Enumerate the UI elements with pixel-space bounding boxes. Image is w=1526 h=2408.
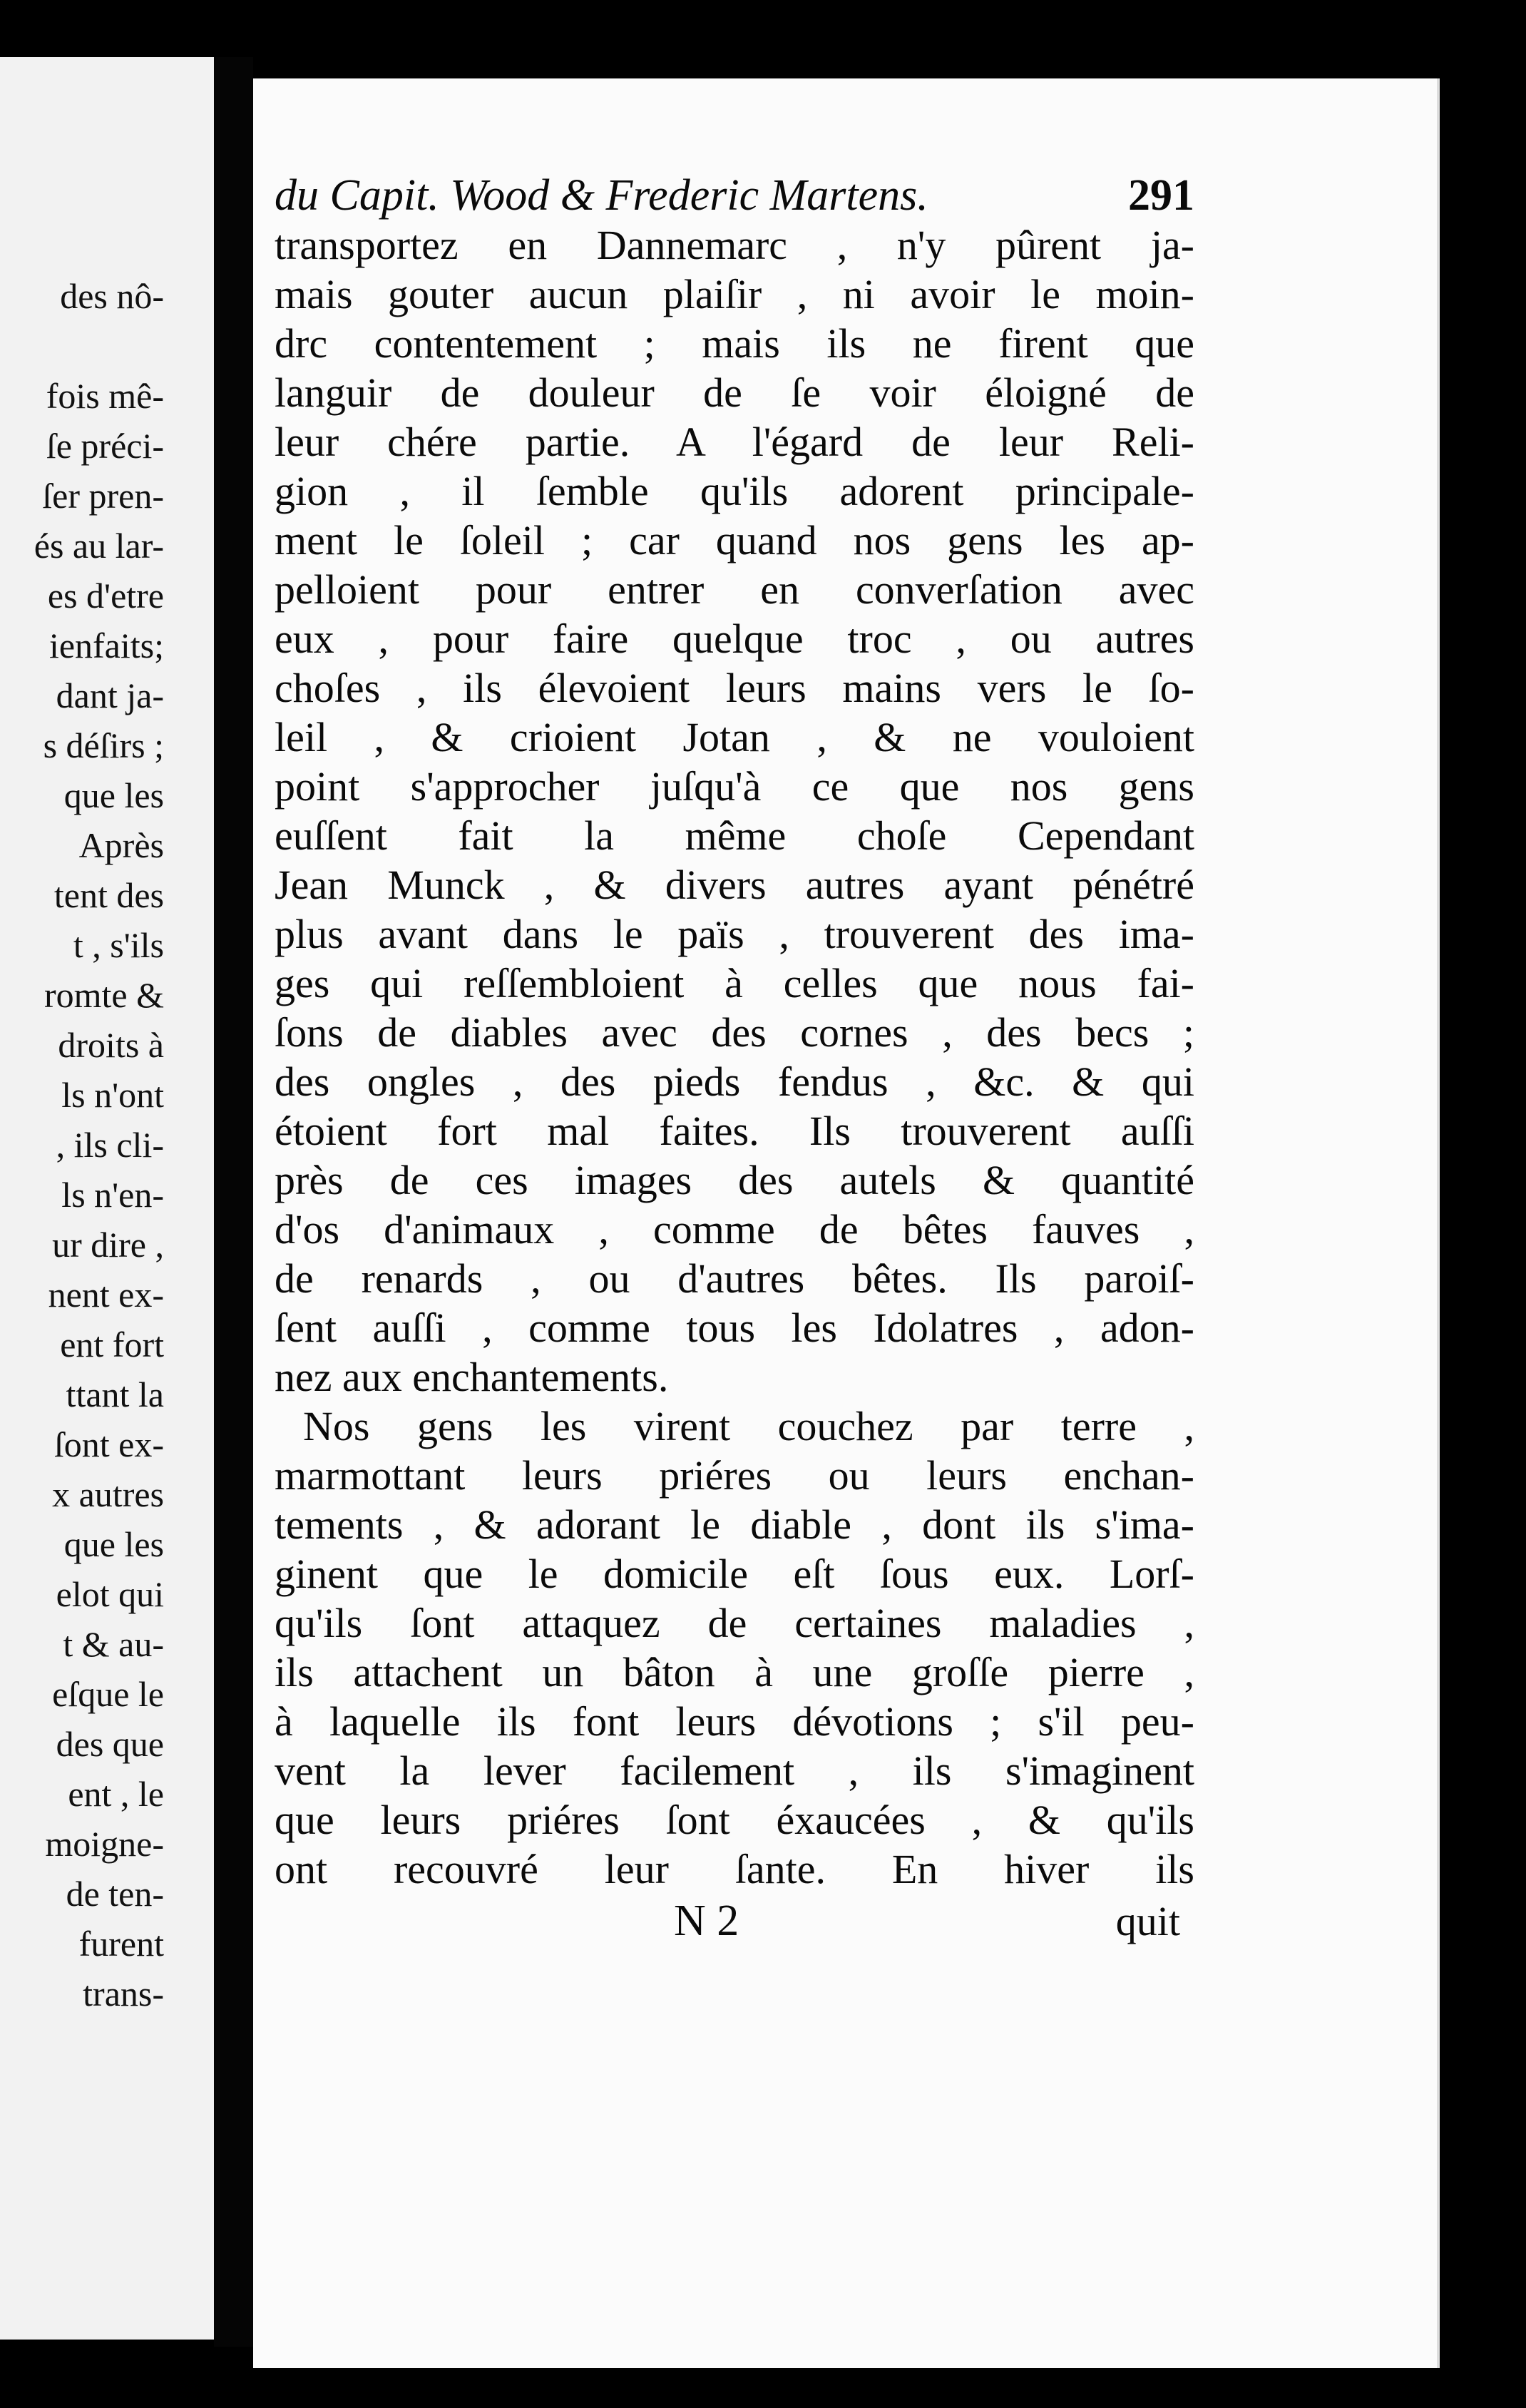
text-line: étoient fort mal faites. Ils trouverent auſſi: [275, 1108, 1194, 1154]
page-footer: [275, 1897, 1194, 1946]
page-text-block: [275, 171, 1194, 1946]
previous-page-line: x autres: [52, 1474, 164, 1514]
text-line: drc contentement ; mais ils ne firent que: [275, 320, 1194, 367]
previous-page-line: furent: [78, 1924, 164, 1964]
text-line: ont recouvré leur ſante. En hiver ils: [275, 1846, 1194, 1892]
previous-page-line: de ten-: [66, 1874, 164, 1914]
text-line: transportez en Dannemarc , n'y pûrent ja-: [275, 222, 1194, 268]
text-line: tements , & adorant le diable , dont ils s'ima-: [275, 1501, 1194, 1548]
previous-page-line: ienfaits;: [48, 626, 164, 665]
previous-page-line: és au lar-: [34, 526, 164, 566]
book-page: [253, 78, 1440, 2368]
text-line: ges qui reſſembloient à celles que nous fai-: [275, 960, 1194, 1006]
text-line: d'os d'animaux , comme de bêtes fauves ,: [275, 1206, 1194, 1253]
previous-page-line: des nô-: [60, 276, 164, 316]
text-line: ginent que le domicile eſt ſous eux. Lorſ-: [275, 1551, 1194, 1597]
previous-page-line: fois mê-: [46, 376, 164, 416]
text-line: Nos gens les virent couchez par terre ,: [303, 1403, 1194, 1449]
previous-page-line: que les: [63, 775, 164, 815]
previous-page-line: t , s'ils: [73, 925, 164, 965]
previous-page-line: t & au-: [63, 1624, 164, 1664]
text-line: pelloient pour entrer en converſation avec: [275, 566, 1194, 613]
text-line: ils attachent un bâton à une groſſe pierre ,: [275, 1649, 1194, 1695]
text-line: point s'approcher juſqu'à ce que nos gens: [275, 763, 1194, 810]
text-line: des ongles , des pieds fendus , &c. & qui: [275, 1058, 1194, 1105]
text-line: Jean Munck , & divers autres ayant pénétré: [275, 862, 1194, 908]
previous-page-line: ur dire ,: [52, 1225, 164, 1265]
previous-page-line: s déſirs ;: [43, 725, 164, 765]
running-head: [275, 171, 1194, 220]
previous-page-line: trans-: [83, 1974, 164, 2014]
text-line: qu'ils ſont attaquez de certaines maladies ,: [275, 1600, 1194, 1646]
previous-page-line: ent fort: [60, 1325, 164, 1364]
text-line: plus avant dans le païs , trouverent des ima-: [275, 911, 1194, 957]
previous-page-fragment: [0, 57, 214, 2340]
previous-page-line: ttant la: [66, 1374, 164, 1414]
previous-page-line: ls n'ont: [61, 1075, 164, 1115]
previous-page-line: ſer pren-: [42, 476, 164, 516]
text-line: gion , il ſemble qu'ils adorent principale-: [275, 468, 1194, 514]
text-line: euſſent fait la même choſe Cependant: [275, 812, 1194, 859]
page-number: 291: [1128, 171, 1194, 220]
text-line: que leurs priéres ſont éxaucées , & qu'ils: [275, 1797, 1194, 1843]
text-line: de renards , ou d'autres bêtes. Ils paroiſ-: [275, 1255, 1194, 1302]
running-head-title: du Capit. Wood & Frederic Martens.: [275, 171, 928, 220]
signature-mark: N 2: [674, 1897, 739, 1945]
book-gutter: [214, 57, 253, 2347]
text-line: ment le ſoleil ; car quand nos gens les ap-: [275, 517, 1194, 563]
text-line: leil , & crioient Jotan , & ne vouloient: [275, 714, 1194, 760]
text-line: nez aux enchantements.: [275, 1354, 669, 1400]
previous-page-line: elot qui: [56, 1574, 164, 1614]
previous-page-line: [0, 321, 164, 371]
text-line: à laquelle ils font leurs dévotions ; s'il peu-: [275, 1698, 1194, 1745]
text-line: eux , pour faire quelque troc , ou autres: [275, 616, 1194, 662]
previous-page-line: que les: [63, 1524, 164, 1564]
previous-page-line: ent , le: [68, 1774, 164, 1814]
catchword: quit: [1115, 1898, 1180, 1944]
text-line: ſons de diables avec des cornes , des becs ;: [275, 1009, 1194, 1056]
previous-page-line: , ils cli-: [56, 1125, 164, 1165]
previous-page-line: tent des: [53, 875, 164, 915]
text-line: languir de douleur de ſe voir éloigné de: [275, 369, 1194, 416]
text-line: mais gouter aucun plaiſir , ni avoir le moin-: [275, 271, 1194, 317]
previous-page-line: moigne-: [45, 1824, 164, 1864]
text-line: marmottant leurs priéres ou leurs enchan-: [275, 1452, 1194, 1499]
previous-page-line: dant ja-: [56, 675, 164, 715]
text-line: leur chére partie. A l'égard de leur Reli-: [275, 419, 1194, 465]
text-line: vent la lever facilement , ils s'imaginent: [275, 1748, 1194, 1794]
previous-page-line: eſque le: [52, 1674, 164, 1714]
previous-page-line: romte &: [43, 975, 164, 1015]
previous-page-text: [0, 271, 164, 2019]
previous-page-line: es d'etre: [47, 576, 164, 616]
previous-page-line: ſont ex-: [53, 1424, 164, 1464]
previous-page-line: Après: [78, 825, 164, 865]
text-line: ſent auſſi , comme tous les Idolatres , adon-: [275, 1305, 1194, 1351]
previous-page-line: nent ex-: [48, 1275, 164, 1315]
previous-page-line: ſe préci-: [46, 426, 164, 466]
previous-page-line: ls n'en-: [61, 1175, 164, 1215]
text-line: choſes , ils élevoient leurs mains vers le ſo-: [275, 665, 1194, 711]
previous-page-line: des que: [56, 1724, 164, 1764]
text-line: près de ces images des autels & quantité: [275, 1157, 1194, 1203]
previous-page-line: droits à: [58, 1025, 164, 1065]
